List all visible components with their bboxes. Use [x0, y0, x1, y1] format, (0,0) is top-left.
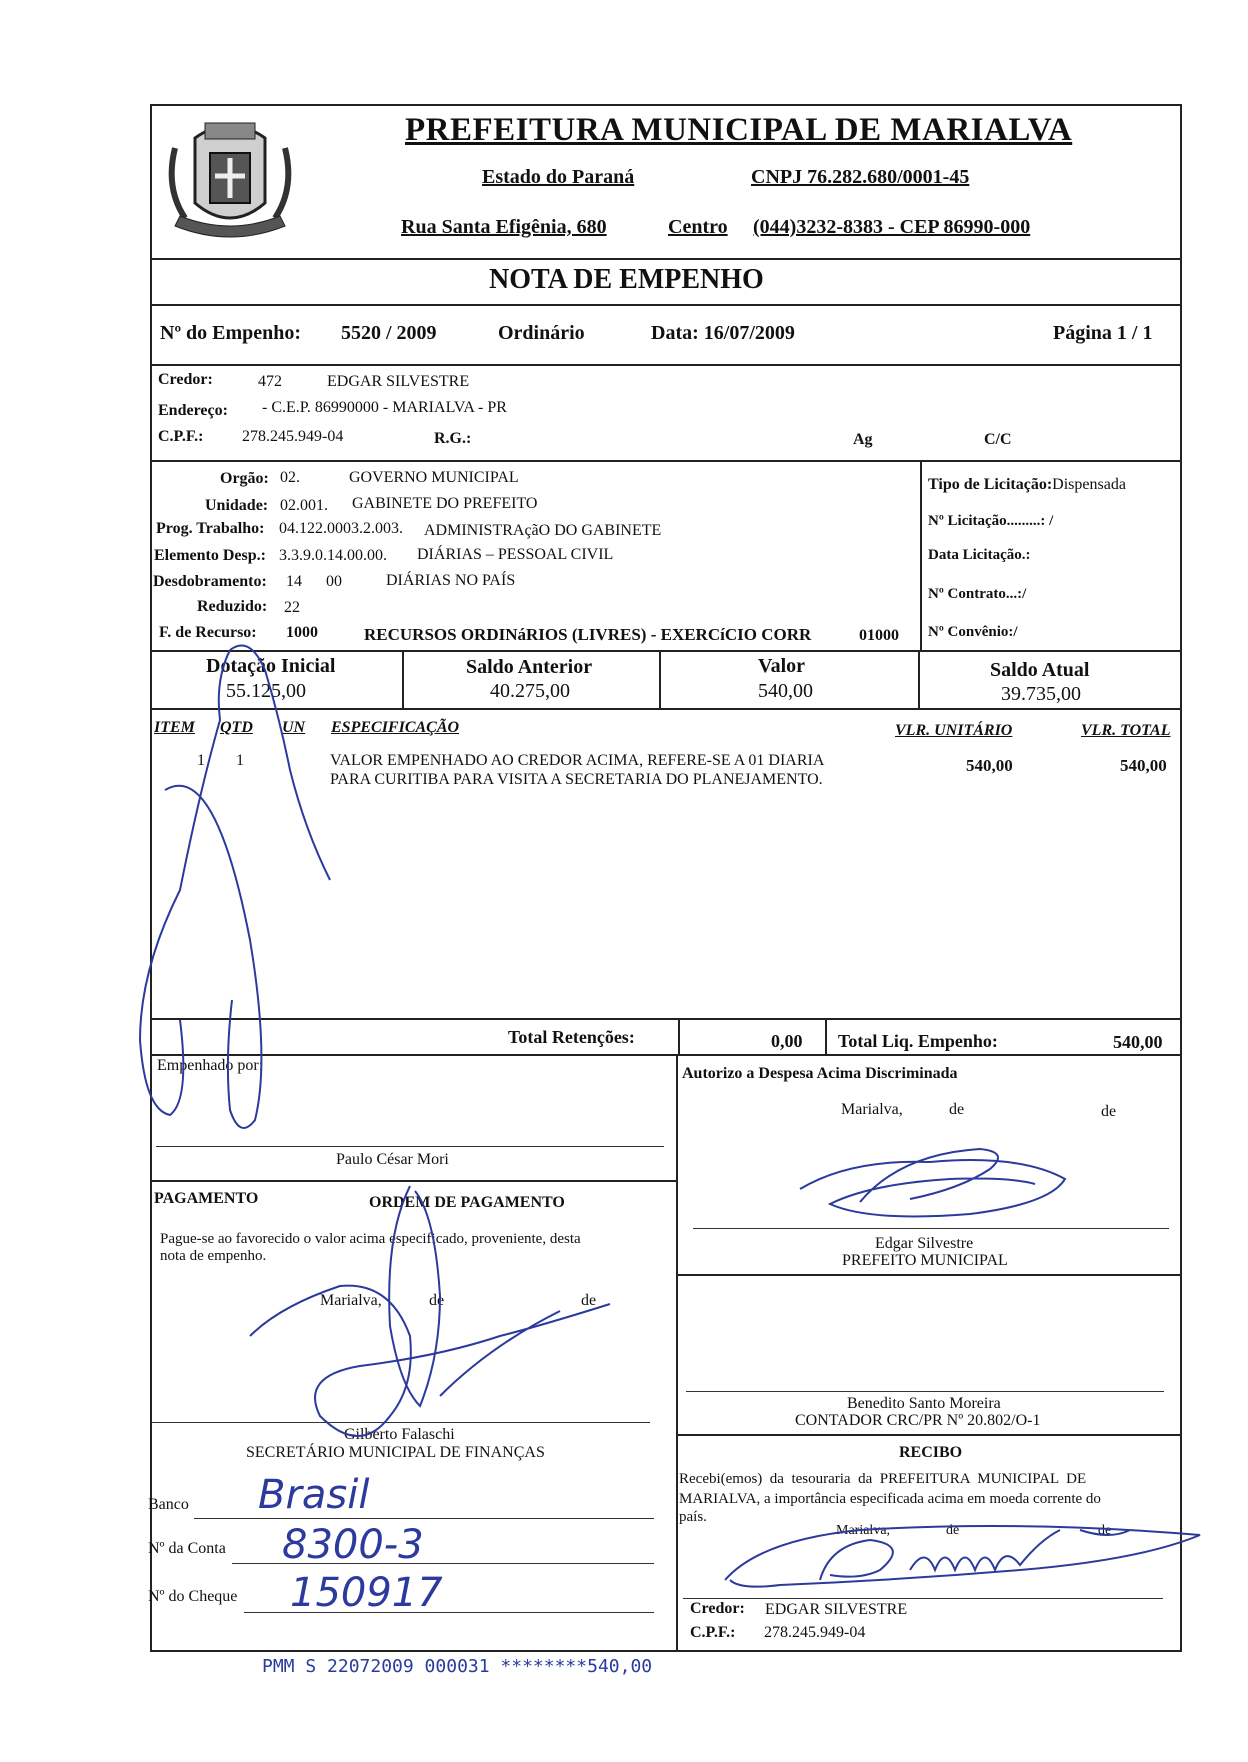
pagamento-place: Marialva, [320, 1292, 382, 1309]
header-especificacao: ESPECIFICAÇÃO [331, 719, 460, 736]
recibo-signature-icon [720, 1500, 1210, 1610]
header-qtd: QTD [220, 719, 253, 736]
numero-licitacao: Nº Licitação.........: / [928, 513, 1054, 529]
header-vlr-total: VLR. TOTAL [1081, 722, 1171, 739]
credor-name: EDGAR SILVESTRE [327, 373, 470, 390]
prog-code: 04.122.0003.2.003. [279, 520, 403, 537]
fonte-recurso-label: F. de Recurso: [159, 624, 257, 641]
orgao-code: 02. [280, 469, 300, 486]
recibo-text-line3: país. [679, 1509, 707, 1525]
dotacao-inicial-label: Dotação Inicial [206, 655, 336, 677]
data-licitacao: Data Licitação.: [928, 547, 1031, 563]
cheque-handwritten: 150917 [290, 1570, 443, 1616]
saldo-anterior-value: 40.275,00 [490, 680, 570, 702]
credor-code: 472 [258, 373, 282, 390]
row-total-value: 540,00 [1120, 756, 1167, 775]
secretario-name: Gilberto Falaschi [344, 1426, 455, 1443]
total-liquido-value: 540,00 [1113, 1032, 1163, 1052]
dotacao-inicial-value: 55.125,00 [226, 680, 306, 702]
fonte-recurso-number: 01000 [859, 627, 899, 644]
ordem-pagamento-label: ORDEM DE PAGAMENTO [369, 1194, 565, 1211]
endereco-label: Endereço: [158, 402, 228, 419]
rg-label: R.G.: [434, 430, 472, 447]
orgao-label: Orgão: [220, 470, 269, 487]
header-un: UN [282, 719, 306, 736]
empenhado-signature-icon [120, 640, 380, 1140]
pagamento-label: PAGAMENTO [154, 1190, 259, 1207]
reduzido-label: Reduzido: [197, 598, 268, 615]
prog-label: Prog. Trabalho: [156, 520, 265, 537]
row-spec-line1: VALOR EMPENHADO AO CREDOR ACIMA, REFERE-SE A 01 DIARIA [330, 752, 825, 769]
row-item: 1 [197, 752, 205, 769]
ag-label: Ag [853, 431, 873, 448]
empenhado-signer: Paulo César Mori [336, 1151, 449, 1168]
cnpj: CNPJ 76.282.680/0001-45 [751, 166, 970, 188]
page-number: Página 1 / 1 [1053, 322, 1153, 344]
desdobramento-label: Desdobramento: [153, 573, 267, 590]
cc-label: C/C [984, 431, 1012, 448]
elemento-name: DIÁRIAS – PESSOAL CIVIL [417, 546, 614, 563]
autorizo-place: Marialva, [841, 1101, 903, 1118]
autorizo-de1: de [949, 1101, 965, 1118]
header-vlr-unitario: VLR. UNITÁRIO [895, 722, 1013, 739]
elemento-label: Elemento Desp.: [154, 547, 266, 564]
prefeito-signature-icon [790, 1144, 1080, 1224]
row-unit-value: 540,00 [966, 756, 1013, 775]
pagamento-de1: de [429, 1292, 445, 1309]
elemento-code: 3.3.9.0.14.00.00. [279, 547, 387, 564]
prefeito-name: Edgar Silvestre [875, 1235, 974, 1252]
cpf-value: 278.245.949-04 [242, 428, 344, 445]
street-address: Rua Santa Efigênia, 680 [401, 216, 607, 238]
header-item: ITEM [154, 719, 195, 736]
recibo-text-line2: MARIALVA, a importância especificada acima em moeda corrente do [679, 1491, 1101, 1507]
reduzido-value: 22 [284, 599, 300, 616]
empenho-number: 5520 / 2009 [341, 322, 437, 344]
unidade-label: Unidade: [205, 497, 269, 514]
contador-name: Benedito Santo Moreira [847, 1395, 1001, 1412]
empenhado-por-label: Empenhado por: [157, 1057, 264, 1074]
district: Centro [668, 216, 728, 238]
empenho-type: Ordinário [498, 322, 585, 344]
prefeito-role: PREFEITO MUNICIPAL [842, 1252, 1008, 1269]
recibo-place: Marialva, [836, 1523, 891, 1538]
machine-stamp: PMM S 22072009 000031 ********540,00 [262, 1656, 653, 1677]
row-qtd: 1 [236, 752, 244, 769]
credor-label: Credor: [158, 371, 213, 388]
cheque-label: Nº do Cheque [148, 1588, 238, 1605]
recibo-text-line1: Recebi(emos) da tesouraria da PREFEITURA MUNICIPAL DE [679, 1471, 1087, 1487]
saldo-atual-value: 39.735,00 [1001, 683, 1081, 705]
banco-label: Banco [148, 1496, 189, 1513]
contador-role: CONTADOR CRC/PR Nº 20.802/O-1 [795, 1412, 1041, 1429]
unidade-code: 02.001. [280, 497, 328, 514]
orgao-name: GOVERNO MUNICIPAL [349, 469, 519, 486]
prefeitura-title: PREFEITURA MUNICIPAL DE MARIALVA [405, 112, 1073, 148]
valor-label: Valor [758, 655, 806, 677]
pagamento-text-line2: nota de empenho. [160, 1248, 267, 1264]
conta-label: Nº da Conta [148, 1540, 226, 1557]
banco-handwritten: Brasil [258, 1472, 370, 1518]
recibo-label: RECIBO [899, 1444, 963, 1461]
conta-handwritten: 8300-3 [282, 1522, 424, 1568]
secretario-role: SECRETÁRIO MUNICIPAL DE FINANÇAS [246, 1444, 545, 1461]
phone-cep: (044)3232-8383 - CEP 86990-000 [753, 216, 1031, 238]
recibo-cpf-value: 278.245.949-04 [764, 1624, 866, 1641]
recibo-de1: de [946, 1523, 960, 1538]
tipo-licitacao-label: Tipo de Licitação:Dispensada [928, 476, 1126, 493]
pagamento-text-line1: Pague-se ao favorecido o valor acima especificado, proveniente, desta [160, 1231, 581, 1247]
recibo-credor-value: EDGAR SILVESTRE [765, 1601, 908, 1618]
state-name: Estado do Paraná [482, 166, 635, 188]
saldo-atual-label: Saldo Atual [990, 659, 1090, 681]
empenho-date: Data: 16/07/2009 [651, 322, 795, 344]
row-spec-line2: PARA CURITIBA PARA VISITA A SECRETARIA DO PLANEJAMENTO. [330, 771, 823, 788]
desdobramento-code: 14 00 [286, 573, 342, 590]
prog-name: ADMINISTRAçãO DO GABINETE [424, 522, 662, 539]
unidade-name: GABINETE DO PREFEITO [352, 495, 538, 512]
ordem-pagamento-signature-icon [240, 1176, 640, 1446]
fonte-recurso-code: 1000 [286, 624, 318, 641]
total-liquido-label: Total Liq. Empenho: [838, 1031, 998, 1051]
recibo-cpf-label: C.P.F.: [690, 1624, 736, 1641]
numero-contrato: Nº Contrato...:/ [928, 586, 1027, 602]
endereco-value: - C.E.P. 86990000 - MARIALVA - PR [262, 399, 507, 416]
empenho-number-label: Nº do Empenho: [160, 322, 302, 344]
saldo-anterior-label: Saldo Anterior [466, 656, 593, 678]
autorizo-label: Autorizo a Despesa Acima Discriminada [682, 1065, 958, 1082]
document-title: NOTA DE EMPENHO [489, 264, 764, 295]
total-retencoes-label: Total Retenções: [508, 1027, 635, 1047]
fonte-recurso-name: RECURSOS ORDINáRIOS (LIVRES) - EXERCíCIO CORR [364, 625, 812, 644]
pagamento-de2: de [581, 1292, 597, 1309]
total-retencoes-value: 0,00 [771, 1031, 803, 1051]
desdobramento-name: DIÁRIAS NO PAÍS [386, 572, 516, 589]
recibo-credor-label: Credor: [690, 1600, 745, 1617]
cpf-label: C.P.F.: [158, 428, 204, 445]
autorizo-de2: de [1101, 1103, 1117, 1120]
numero-convenio: Nº Convênio:/ [928, 624, 1018, 640]
recibo-de2: de [1098, 1523, 1112, 1538]
valor-value: 540,00 [758, 680, 813, 702]
